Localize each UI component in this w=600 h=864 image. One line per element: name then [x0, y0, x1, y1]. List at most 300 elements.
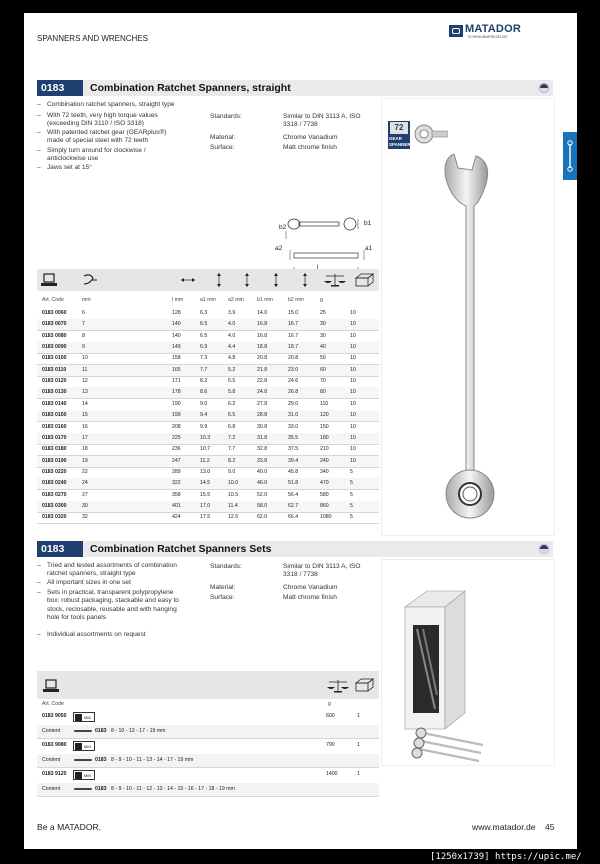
- table-cell: 10: [82, 355, 88, 362]
- feature-text: Individual assortments on request: [47, 631, 146, 638]
- table-cell: 5: [350, 480, 353, 487]
- bullet-dash-icon: –: [37, 129, 41, 136]
- set-qty: 1: [357, 742, 360, 748]
- table-cell: 9.4: [200, 412, 208, 419]
- table-cell: 11.2: [200, 457, 210, 464]
- table-cell: 140: [172, 321, 181, 328]
- table-cell: 208: [172, 423, 181, 430]
- table-row: [37, 387, 379, 399]
- table-cell: 289: [172, 468, 181, 475]
- table-cell: 37.5: [288, 446, 299, 453]
- table-cell: 120: [320, 412, 329, 419]
- table-cell: 10: [350, 332, 356, 339]
- table-cell: 28.8: [257, 412, 268, 419]
- table-column-header: mm: [82, 297, 91, 303]
- table-cell: 10: [350, 389, 356, 396]
- table-cell: 247: [172, 457, 181, 464]
- table-cell: 580: [320, 491, 329, 498]
- set-row: [37, 768, 379, 784]
- brand-name: MATADOR: [465, 23, 521, 35]
- table-cell: 7.3: [200, 355, 208, 362]
- table-cell: 5: [350, 514, 353, 521]
- table-cell: 10: [350, 355, 356, 362]
- table-cell: 180: [320, 434, 329, 441]
- table-cell: 45.8: [288, 468, 299, 475]
- table-cell: 17.5: [200, 514, 211, 521]
- table-cell: 19: [82, 457, 88, 464]
- table-cell: 10: [350, 378, 356, 385]
- laptop-icon: [43, 679, 59, 693]
- table-cell: 62.0: [257, 514, 268, 521]
- table-cell: 10: [350, 423, 356, 430]
- table-cell: 0183 0190: [42, 457, 67, 464]
- content-code: 0183: [95, 786, 107, 792]
- content-label: Content: [42, 728, 61, 734]
- table-cell: 10: [350, 434, 356, 441]
- table-cell: 15.5: [200, 491, 211, 498]
- table-cell: 12.5: [228, 514, 239, 521]
- table-column-header: b1 mm: [257, 297, 273, 303]
- table-cell: 52.0: [257, 491, 268, 498]
- table-cell: 199: [172, 412, 181, 419]
- spanner-image: [422, 154, 522, 529]
- table-cell: 18.7: [288, 344, 299, 351]
- table-cell: 31.8: [257, 434, 268, 441]
- table-cell: 20.8: [288, 355, 299, 362]
- table-cell: 110: [320, 400, 329, 407]
- table-cell: 50: [320, 355, 326, 362]
- table-cell: 7.7: [228, 446, 236, 453]
- table-cell: 5: [350, 468, 353, 475]
- table-cell: 16.7: [288, 321, 299, 328]
- table-cell: 140: [172, 332, 181, 339]
- table-cell: 22.8: [257, 378, 268, 385]
- table-row: [37, 319, 379, 331]
- set-weight: 1400: [326, 771, 338, 777]
- category-title: SPANNERS AND WRENCHES: [37, 34, 148, 43]
- table-cell: 30: [320, 332, 326, 339]
- table-cell: 358: [172, 491, 181, 498]
- table-cell: 10: [350, 366, 356, 373]
- table-cell: 6.2: [228, 400, 236, 407]
- table-cell: 56.4: [288, 491, 299, 498]
- table-cell: 210: [320, 446, 329, 453]
- table-cell: 40.0: [257, 468, 268, 475]
- feature-text: Simply turn around for clockwise / anticlockwise use: [47, 147, 146, 163]
- content-row: [37, 754, 379, 768]
- table-cell: 24.8: [257, 389, 268, 396]
- side-tab[interactable]: [563, 132, 577, 180]
- table-cell: 470: [320, 480, 329, 487]
- table-cell: 0183 0150: [42, 412, 67, 419]
- gear-spanner-badge: 72 GEAR SPANNER: [389, 123, 411, 147]
- product-photo-spanner-set: [381, 559, 555, 766]
- table-cell: 14.0: [257, 310, 268, 316]
- table-column-header: a1 mm: [200, 297, 216, 303]
- table-cell: 150: [320, 423, 329, 430]
- table-cell: 5: [350, 502, 353, 509]
- table-cell: 6.3: [200, 310, 208, 316]
- feature-text: With 72 teeth, very high torque values (exceeding DIN 3110 / ISO 3318): [47, 112, 158, 128]
- height-icon: [215, 272, 223, 288]
- catalog-page: [24, 13, 577, 849]
- spec-value: Similar to DIN 3113 A, ISO 3318 / 7738: [283, 563, 361, 579]
- seal-icon: [538, 543, 550, 555]
- seal-icon: [538, 82, 550, 94]
- set-weight: 790: [326, 742, 335, 748]
- set-row: [37, 710, 379, 726]
- content-row: [37, 725, 379, 739]
- table-cell: 12: [82, 378, 88, 385]
- table-cell: 149: [172, 344, 181, 351]
- table-row: [37, 490, 379, 502]
- table-cell: 10: [350, 457, 356, 464]
- content-sizes: 8 - 9 - 10 - 11 - 13 - 14 - 17 - 19 mm: [111, 757, 194, 763]
- table-cell: 0183 0060: [42, 310, 67, 316]
- table-cell: 424: [172, 514, 181, 521]
- box-mm-icon: [73, 741, 95, 751]
- table-cell: 190: [172, 400, 181, 407]
- table-cell: 8: [82, 332, 85, 339]
- table-row: [37, 331, 379, 343]
- table-cell: 6.8: [228, 423, 236, 430]
- table-cell: 0183 0270: [42, 491, 67, 498]
- table-column-header: b2 mm: [288, 297, 304, 303]
- table-cell: 0183 0300: [42, 502, 67, 509]
- small-spanner-icon: [74, 788, 92, 790]
- spec-label: Surface:: [210, 594, 235, 601]
- table-cell: 13.0: [200, 468, 211, 475]
- spec-value: Matt chrome finish: [283, 144, 337, 151]
- bullet-dash-icon: –: [37, 562, 41, 569]
- table-cell: 10.3: [200, 434, 211, 441]
- length-icon: [180, 277, 196, 283]
- spec-value: Matt chrome finish: [283, 594, 337, 601]
- table-cell: 9.0: [200, 400, 208, 407]
- mm-label: MM: [84, 773, 91, 778]
- label-a1: a1: [365, 245, 373, 252]
- table-cell: 11.4: [228, 502, 238, 509]
- table-cell: 4.8: [228, 355, 236, 362]
- table-cell: 62.7: [288, 502, 299, 509]
- table-cell: 0183 0180: [42, 446, 67, 453]
- table1-icon-band: [37, 269, 379, 291]
- table-cell: 10: [350, 400, 356, 407]
- table-cell: 8.6: [200, 389, 208, 396]
- table-cell: 0183 0160: [42, 423, 67, 430]
- table-cell: 66.4: [288, 514, 299, 521]
- table-cell: 30: [82, 502, 88, 509]
- table-cell: 0183 0170: [42, 434, 67, 441]
- table-cell: 17.0: [200, 502, 211, 509]
- table-row: [37, 422, 379, 434]
- footer-url[interactable]: www.matador.de: [472, 822, 536, 832]
- table-cell: 10.7: [200, 446, 211, 453]
- table-cell: 0183 0130: [42, 389, 67, 396]
- feature-text: Sets in practical, transparent polypropylene box: robust packaging, stackable and easy to stock, reclosable, reusable and with hanging hole for tools panels: [47, 589, 179, 621]
- table-cell: 10: [350, 446, 356, 453]
- section1-code: 0183: [37, 80, 83, 96]
- table-cell: 16.8: [257, 332, 268, 339]
- package-icon: [354, 678, 374, 692]
- section2-header: [37, 541, 553, 557]
- table-cell: 39.4: [288, 457, 299, 464]
- table-row: [37, 399, 379, 411]
- table-cell: 10: [350, 321, 356, 328]
- set-code: 0183 9080: [42, 742, 67, 748]
- table-cell: 21.8: [257, 366, 268, 373]
- spanner-symbol-icon: [75, 772, 82, 779]
- table2-icon-band: [37, 671, 379, 699]
- table-cell: 5.5: [228, 378, 236, 385]
- table-cell: 17: [82, 434, 88, 441]
- section2-code: 0183: [37, 541, 83, 557]
- table-row: [37, 501, 379, 513]
- table-cell: 3.9: [228, 310, 236, 316]
- table-cell: 31.0: [288, 412, 299, 419]
- table-cell: 225: [172, 434, 181, 441]
- feature-text: With patented ratchet gear (GEARplus®) made of special steel with 72 teeth: [47, 129, 167, 145]
- content-row: [37, 783, 379, 797]
- table-cell: 8.2: [200, 378, 208, 385]
- table-cell: 158: [172, 355, 181, 362]
- table-row: [37, 456, 379, 468]
- label-a2: a2: [275, 245, 283, 252]
- table-cell: 128: [172, 310, 181, 316]
- table-cell: 46.0: [257, 480, 268, 487]
- t2-col-g: g: [328, 701, 331, 707]
- feature-text: Jaws set at 15°: [47, 164, 92, 171]
- mm-label: MM: [84, 744, 91, 749]
- table-cell: 401: [172, 502, 181, 509]
- table-row: [37, 410, 379, 422]
- weight-scale-icon: [324, 273, 346, 287]
- page-number: 45: [545, 822, 555, 832]
- table-cell: 16.7: [288, 332, 299, 339]
- weight-scale-icon: [327, 679, 349, 693]
- table-cell: 6.5: [200, 332, 208, 339]
- table-column-header: l mm: [172, 297, 184, 303]
- table-cell: 860: [320, 502, 329, 509]
- table-cell: 16.8: [257, 321, 268, 328]
- table-cell: 240: [320, 457, 329, 464]
- spec-value: Chrome Vanadium: [283, 134, 338, 141]
- table-cell: 6: [82, 310, 85, 316]
- table-row: [37, 512, 379, 524]
- table-cell: 10: [350, 310, 356, 316]
- set-row: [37, 739, 379, 755]
- bullet-dash-icon: –: [37, 589, 41, 596]
- table-cell: 33.8: [257, 457, 268, 464]
- table-cell: 58.0: [257, 502, 268, 509]
- brand-tagline: SCHRAUBWERKZEUGE: [468, 35, 508, 39]
- label-b1: b1: [364, 220, 372, 227]
- table-cell: 0183 0120: [42, 378, 67, 385]
- table-cell: 171: [172, 378, 181, 385]
- table-cell: 23.0: [288, 366, 299, 373]
- spec-label: Material:: [210, 134, 236, 141]
- table-cell: 15: [82, 412, 88, 419]
- section2-title: Combination Ratchet Spanners Sets: [90, 543, 272, 555]
- table-cell: 24: [82, 480, 88, 487]
- table-cell: 0183 0110: [42, 366, 67, 373]
- table-cell: 0183 0140: [42, 400, 67, 407]
- spec-value: Chrome Vanadium: [283, 584, 338, 591]
- table-cell: 5: [350, 491, 353, 498]
- table-cell: 29.0: [288, 400, 299, 407]
- bullet-dash-icon: –: [37, 631, 41, 638]
- table-cell: 5.8: [228, 389, 236, 396]
- wrench-size-icon: [81, 273, 97, 287]
- ratchet-detail-icon: [412, 119, 448, 149]
- table-cell: 35.5: [288, 434, 299, 441]
- height-icon: [243, 272, 251, 288]
- table-cell: 70: [320, 378, 326, 385]
- table-cell: 24.6: [288, 378, 299, 385]
- package-icon: [354, 273, 374, 287]
- table-cell: 11: [82, 366, 88, 373]
- table-cell: 7.7: [200, 366, 208, 373]
- feature-text: Tried and tested assortments of combination ratchet spanners, straight type: [47, 562, 177, 578]
- bullet-dash-icon: –: [37, 164, 41, 171]
- table-cell: 236: [172, 446, 181, 453]
- matador-logo-icon: [449, 25, 463, 37]
- watermark: [1250x1739] https://upic.me/: [430, 852, 582, 862]
- spanner-symbol-icon: [75, 743, 82, 750]
- table-column-header: Art. Code: [42, 297, 64, 303]
- table-cell: 60: [320, 366, 326, 373]
- small-spanner-icon: [74, 759, 92, 761]
- table-cell: 178: [172, 389, 181, 396]
- table-cell: 30.8: [257, 423, 268, 430]
- table-cell: 18.8: [257, 344, 268, 351]
- table-cell: 27: [82, 491, 88, 498]
- content-label: Content: [42, 757, 61, 763]
- table-cell: 25: [320, 310, 326, 316]
- mm-label: MM: [84, 715, 91, 720]
- spec-label: Material:: [210, 584, 236, 591]
- table-cell: 0183 0100: [42, 355, 67, 362]
- label-l: l: [317, 264, 319, 271]
- table-row: [37, 353, 379, 365]
- table-cell: 165: [172, 366, 181, 373]
- table-cell: 18: [82, 446, 88, 453]
- table-cell: 15.0: [288, 310, 299, 316]
- label-b2: b2: [279, 224, 287, 231]
- content-code: 0183: [95, 728, 107, 734]
- content-sizes: 8 - 9 - 10 - 11 - 12 - 13 - 14 - 15 - 16 - 17 - 18 - 19 mm: [111, 786, 235, 792]
- table-cell: 340: [320, 468, 329, 475]
- spec-label: Standards:: [210, 113, 242, 120]
- table-cell: 32: [82, 514, 88, 521]
- table-cell: 0183 0080: [42, 332, 67, 339]
- set-code: 0183 9120: [42, 771, 67, 777]
- content-sizes: 8 - 10 - 13 - 17 - 19 mm: [111, 728, 166, 734]
- table-row: [37, 444, 379, 456]
- t2-col-code: Art. Code: [42, 701, 64, 707]
- table-cell: 7: [82, 321, 85, 328]
- table-cell: 30: [320, 321, 326, 328]
- table-cell: 0183 0090: [42, 344, 67, 351]
- table-column-header: a2 mm: [228, 297, 244, 303]
- table-cell: 4.4: [228, 344, 236, 351]
- table-cell: 33.0: [288, 423, 299, 430]
- table-cell: 0183 0070: [42, 321, 67, 328]
- set-weight: 600: [326, 713, 335, 719]
- content-label: Content: [42, 786, 61, 792]
- table-row: [37, 376, 379, 388]
- table-cell: 9.0: [228, 468, 236, 475]
- table-cell: 14: [82, 400, 88, 407]
- spec-value: Similar to DIN 3113 A, ISO 3318 / 7738: [283, 113, 361, 129]
- table-cell: 27.8: [257, 400, 268, 407]
- spanner-set-image: [397, 585, 487, 763]
- table-cell: 20.8: [257, 355, 268, 362]
- table-cell: 10.5: [228, 491, 239, 498]
- spanner-symbol-icon: [75, 714, 82, 721]
- feature-text: All important sizes in one set: [47, 579, 131, 586]
- table-cell: 14.5: [200, 480, 211, 487]
- product-photo-ratchet-spanner: [381, 98, 555, 536]
- table-cell: 9.9: [200, 423, 208, 430]
- table-cell: 0183 0220: [42, 468, 67, 475]
- content-code: 0183: [95, 757, 107, 763]
- small-spanner-icon: [74, 730, 92, 732]
- table-cell: 10.0: [228, 480, 239, 487]
- table-cell: 8.2: [228, 457, 236, 464]
- table-cell: 51.8: [288, 480, 299, 487]
- table-cell: 32.8: [257, 446, 268, 453]
- table-cell: 80: [320, 389, 326, 396]
- set-qty: 1: [357, 771, 360, 777]
- set-qty: 1: [357, 713, 360, 719]
- table-cell: 10: [350, 412, 356, 419]
- box-mm-icon: [73, 770, 95, 780]
- table-cell: 6.5: [228, 412, 236, 419]
- height-icon: [272, 272, 280, 288]
- table-column-header: g: [320, 297, 323, 303]
- table-row: [37, 342, 379, 354]
- set-code: 0183 9050: [42, 713, 67, 719]
- table-cell: 4.0: [228, 332, 236, 339]
- spec-label: Standards:: [210, 563, 242, 570]
- table-cell: 10: [350, 344, 356, 351]
- height-icon: [301, 272, 309, 288]
- wrench-icon: [563, 132, 577, 180]
- section1-title: Combination Ratchet Spanners, straight: [90, 82, 291, 94]
- table-cell: 16: [82, 423, 88, 430]
- laptop-icon: [41, 273, 57, 287]
- spec-label: Surface:: [210, 144, 235, 151]
- table-cell: 6.5: [200, 321, 208, 328]
- table-cell: 26.8: [288, 389, 299, 396]
- table-cell: 0183 0240: [42, 480, 67, 487]
- table-cell: 7.2: [228, 434, 236, 441]
- table-cell: 5.2: [228, 366, 236, 373]
- table-cell: 13: [82, 389, 88, 396]
- table-cell: 9: [82, 344, 85, 351]
- section1-header: [37, 80, 553, 96]
- table-cell: 322: [172, 480, 181, 487]
- footer-slogan: Be a MATADOR.: [37, 822, 102, 832]
- table-row: [37, 467, 379, 479]
- bullet-dash-icon: –: [37, 112, 41, 119]
- table-row: [37, 365, 379, 377]
- table-row: [37, 478, 379, 490]
- bullet-dash-icon: –: [37, 579, 41, 586]
- bullet-dash-icon: –: [37, 147, 41, 154]
- table-row: [37, 308, 379, 320]
